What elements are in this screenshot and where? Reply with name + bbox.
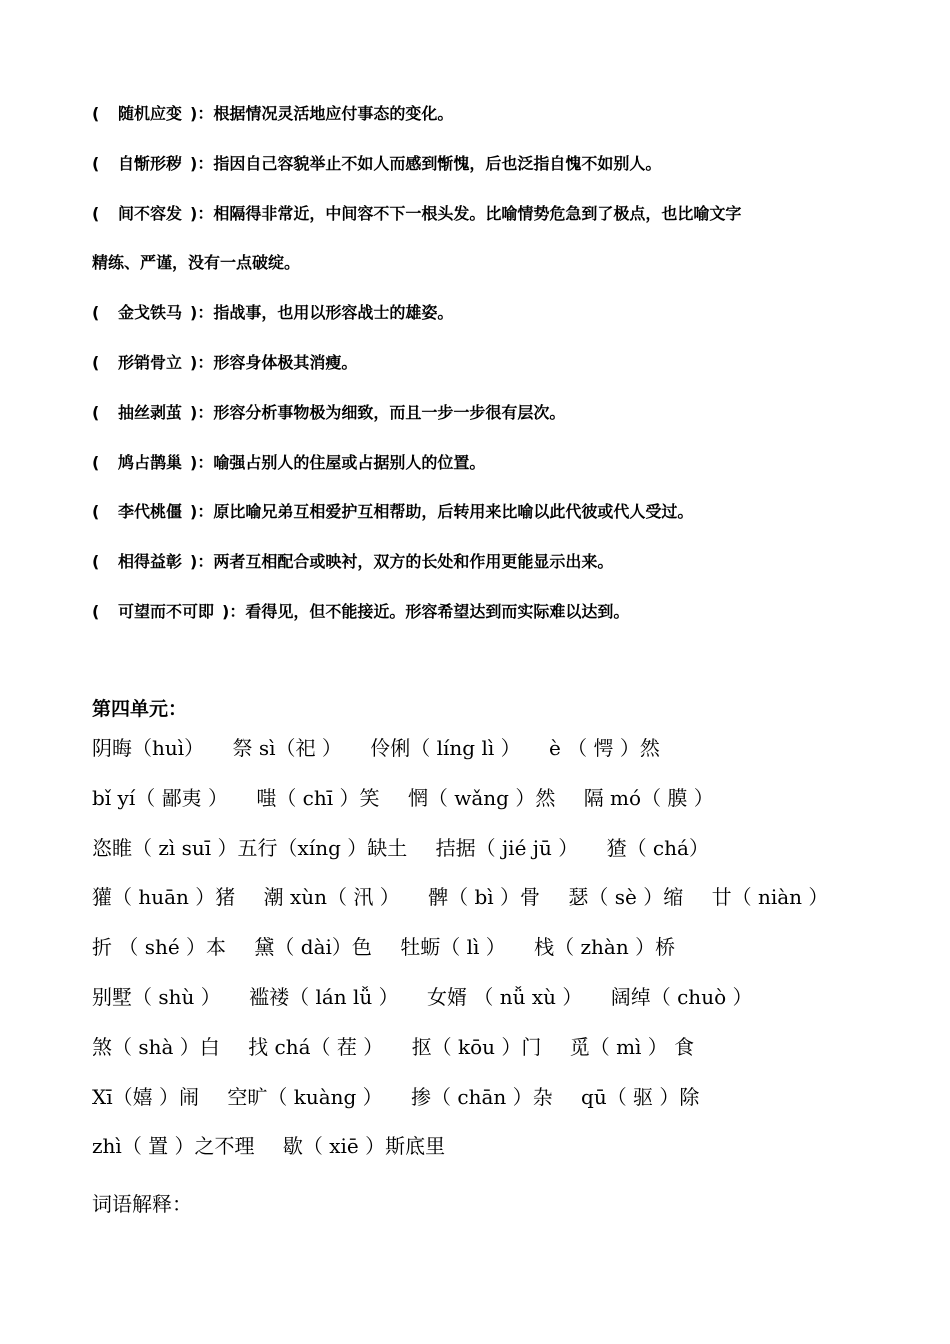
open-paren: (	[92, 452, 100, 472]
vocab-line	[92, 1025, 892, 1075]
open-paren: (	[92, 104, 100, 123]
idiom-meaning: ：原比喻兄弟互相爱护互相帮助，后转用来比喻以此代彼或代人受过。	[197, 502, 694, 522]
idiom-meaning: ：看得见，但不能接近。形容希望达到而实际难以达到。	[229, 601, 630, 621]
open-paren: (	[92, 303, 100, 323]
vocab-line	[92, 1124, 892, 1174]
open-paren: (	[92, 153, 100, 173]
close-paren: )	[190, 203, 198, 223]
open-paren: (	[92, 552, 100, 572]
pinyin-vocabulary	[92, 726, 892, 1174]
definition-row	[92, 544, 872, 594]
vocab-line	[92, 925, 892, 975]
vocab-item: 栈（ zhàn ）桥	[534, 935, 676, 960]
open-paren: (	[92, 402, 100, 422]
close-paren: )	[190, 552, 198, 572]
close-paren: )	[190, 402, 198, 422]
close-paren: )	[190, 104, 198, 123]
idiom-meaning: ：相隔得非常近，中间容不下一根头发。比喻情势危急到了极点，也比喻文字	[197, 203, 742, 223]
vocab-item: 歇（ xiē ）斯底里	[282, 1134, 446, 1159]
vocab-item: 嗤（ chī ）笑	[256, 785, 380, 810]
definition-row	[92, 395, 872, 445]
definition-row	[92, 494, 872, 544]
vocab-item: 黛（ dài）色	[254, 935, 372, 960]
vocab-item: 獾（ huān ）猪	[92, 885, 236, 910]
idiom-meaning: ：指战事，也用以形容战士的雄姿。	[197, 303, 454, 323]
definition-row	[92, 295, 872, 345]
idiom-meaning: ：形容分析事物极为细致，而且一步一步很有层次。	[197, 402, 566, 422]
vocab-item: 瑟（ sè ）缩	[568, 885, 684, 910]
word-explanation-label: 词语解释：	[92, 1192, 192, 1216]
vocab-item: 廿（ niàn ）	[711, 885, 829, 910]
open-paren: (	[92, 352, 100, 372]
open-paren: (	[92, 203, 100, 223]
vocab-item: 觅（ mì ） 食	[569, 1034, 695, 1059]
idiom-term: 可望而不可即	[118, 601, 215, 621]
unit-title: 第四单元：	[92, 698, 188, 720]
vocab-item: 拮据（ jié jū ）	[435, 835, 579, 860]
close-paren: )	[190, 452, 198, 472]
vocab-item: 隔 mó（ 膜 ）	[583, 785, 714, 810]
idiom-term: 鸠占鹊巢	[118, 452, 183, 472]
vocab-item: Xī（嬉 ）闹	[92, 1084, 199, 1109]
vocab-item: 髀（ bì ）骨	[428, 885, 541, 910]
idiom-definitions	[92, 96, 872, 644]
definition-row	[92, 445, 872, 495]
idiom-meaning: ：喻强占别人的住屋或占据别人的位置。	[197, 452, 486, 472]
idiom-term: 李代桃僵	[118, 502, 183, 522]
vocab-line	[92, 875, 892, 925]
vocab-item: 阔绰（ chuò ）	[610, 984, 753, 1009]
open-paren: (	[92, 502, 100, 522]
vocab-item: zhì（ 置 ）之不理	[92, 1134, 255, 1159]
definition-row	[92, 196, 872, 246]
close-paren: )	[190, 303, 198, 323]
definition-row	[92, 146, 872, 196]
vocab-item: 惘（ wǎng ）然	[407, 785, 556, 810]
close-paren: )	[190, 502, 198, 522]
definition-continuation: 精练、严谨，没有一点破绽。	[92, 253, 301, 273]
vocab-item: 猹（ chá）	[606, 835, 709, 860]
vocab-item: qū（ 驱 ）除	[581, 1084, 700, 1109]
vocab-line	[92, 826, 892, 876]
vocab-item: 空旷（ kuàng ）	[227, 1084, 383, 1109]
definition-row	[92, 96, 872, 146]
vocab-item: 伶俐（ líng lì ）	[370, 736, 521, 760]
idiom-term: 自惭形秽	[118, 153, 183, 173]
vocab-line	[92, 726, 892, 776]
idiom-meaning: ：两者互相配合或映衬，双方的长处和作用更能显示出来。	[197, 552, 614, 572]
vocab-item: 掺（ chān ）杂	[411, 1084, 553, 1109]
vocab-item: 牡蛎（ lì ）	[400, 935, 506, 960]
close-paren: )	[190, 352, 198, 372]
idiom-meaning: ：指因自己容貌举止不如人而感到惭愧，后也泛指自愧不如别人。	[197, 153, 662, 173]
vocab-item: è （ 愕 ）然	[548, 736, 660, 760]
idiom-meaning: ：形容身体极其消瘦。	[197, 352, 358, 372]
vocab-item: 女婿 （ nǚ xù ）	[427, 984, 583, 1009]
definition-row	[92, 594, 872, 644]
vocab-item: 折 （ shé ）本	[92, 935, 227, 960]
idiom-term: 金戈铁马	[118, 303, 183, 323]
idiom-term: 随机应变	[118, 104, 183, 123]
vocab-item: 抠（ kōu ）门	[411, 1034, 542, 1059]
vocab-item: 阴晦（huì）	[92, 736, 205, 760]
idiom-term: 间不容发	[118, 203, 183, 223]
vocab-item: 恣睢（ zì suī ）五行（xíng ）缺土	[92, 835, 408, 860]
idiom-term: 相得益彰	[118, 552, 183, 572]
vocab-item: 别墅（ shù ）	[92, 984, 221, 1009]
open-paren: (	[92, 601, 100, 621]
vocab-item: 潮 xùn（ 汛 ）	[263, 885, 400, 910]
vocab-line	[92, 975, 892, 1025]
vocab-item: bǐ yí（ 鄙夷 ）	[92, 785, 228, 810]
vocab-item: 找 chá（ 茬 ）	[248, 1034, 384, 1059]
vocab-item: 褴褛（ lán lǚ ）	[249, 984, 399, 1009]
vocab-line	[92, 776, 892, 826]
idiom-meaning: ：根据情况灵活地应付事态的变化。	[197, 104, 454, 123]
idiom-term: 形销骨立	[118, 352, 183, 372]
vocab-item: 祭 sì（祀 ）	[232, 736, 342, 760]
close-paren: )	[222, 601, 230, 621]
close-paren: )	[190, 153, 198, 173]
definition-row	[92, 345, 872, 395]
idiom-term: 抽丝剥茧	[118, 402, 183, 422]
vocab-line	[92, 1075, 892, 1125]
vocab-item: 煞（ shà ）白	[92, 1034, 220, 1059]
